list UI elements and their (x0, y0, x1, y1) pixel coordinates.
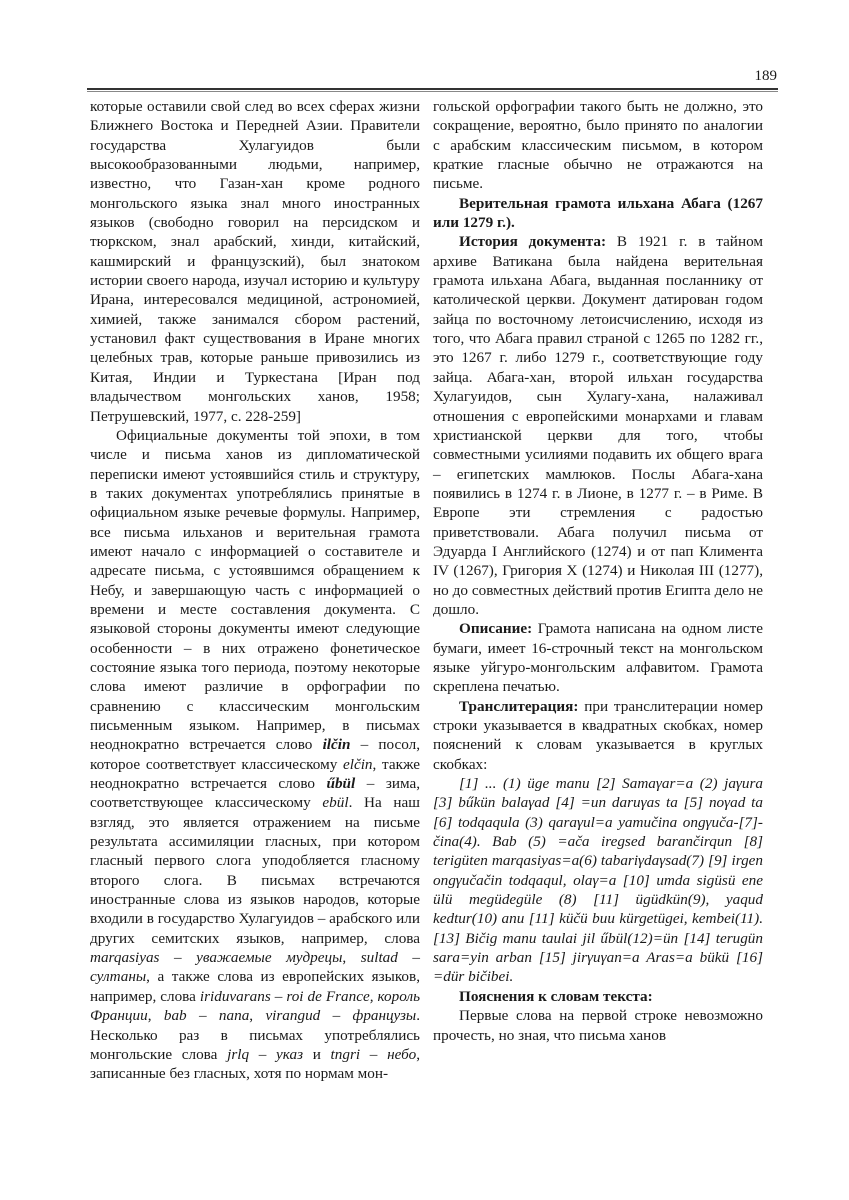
paragraph: которые оставили свой след во всех сферах жизни Ближнего Востока и Передней Азии. Правители государства Хулагуидов были высокообразованными людьми, например, известно, что Газан-хан кроме родного монгольского языка знал много иностранных языков (свободно говорил на персидском и тюркском, знал арабский, хинди, китайский, кашмирский и французский), был знатоком истории своего народа, изучал историю и культуру Ирана, интересовался медициной, астрономией, химией, также занимался сбором растений, установил факт существования в Иране многих целебных трав, которые раньше привозились из Китая, Индии и Туркестана [Иран под владычеством монгольских ханов, 1958; Петрушевский, 1977, с. 228-259] (90, 98, 420, 425)
text-run: , также неоднократно встречается слово (90, 755, 420, 793)
term: bab – папа (163, 1007, 250, 1025)
section-title: Верительная грамота ильхана Абага (1267 или 1279 г.). (433, 194, 763, 232)
paragraph-history (433, 232, 763, 619)
text-run: . На наш взгляд, это является отражением на письме результата ассимиляции гласных, при котором гласный первого слога уподобляется гласному второго слога. В письмах встречаются иностранные слова из языков народов, которые входили в государство Хулагуидов – арабского или других семитских языков, например, слова (90, 794, 420, 947)
paragraph: Первые слова на первой строке невозможно прочесть, но зная, что письма ханов (433, 1007, 763, 1044)
text-run: , (147, 1007, 164, 1025)
text-run: В 1921 г. в тайном архиве Ватикана была найдена верительная грамота ильхана Абага, выданная посланнику от католической церкви. Документ датирован годом зайца по восточному летоисчислению, исходя из того, что Абага правил страной с 1265 по 1282 гг., это 1267 г. либо 1279 г., соответствующие году зайца. Абага-хан, второй ильхан государства Хулагуидов, сын Хулагу-хана, налаживал отношения с европейскими монархами и главам христианской церкви для того, чтобы совместными усилиями подавить их общего врага – египетских мамлюков. Послы Абага-хана появились в 1274 г. в Лионе, в 1277 г. – в Риме. В Европе эти стремления с радостью приветствовали. Абага получил письма от Эдуарда I Английского (1274) и от пап Климента IV (1267), Григория X (1274) и Николая III (1277), но до совместных действий против Египта дело не дошло. (433, 233, 763, 618)
text-run: и (303, 1045, 331, 1063)
text-run: при транслитерации номер строки указывается в квадратных скобках, номер пояснений к словам указывается в круглых скобках: (433, 697, 763, 773)
paragraph-description (433, 619, 763, 696)
notes-title: Пояснения к словам текста: (459, 987, 653, 1005)
description-label: Описание: (459, 620, 533, 638)
history-label: История документа: (459, 233, 607, 251)
term: ilčin (322, 736, 351, 754)
term: tngri – небо (330, 1045, 417, 1063)
term: iriduvarans – roi de France, король Франции (90, 987, 420, 1025)
left-column (90, 97, 420, 1084)
paragraph (90, 426, 420, 1084)
header-rule (87, 88, 778, 90)
page-number: 189 (754, 68, 777, 84)
term: elčin (343, 755, 373, 773)
text-run: Официальные документы той эпохи, в том числе и письма ханов из дипломатической переписки имеют устоявшийся стиль и структуру, в таких документах употреблялись принятые в официальном языке речевые формулы. Например, все письма ильханов и верительная грамота имеют начало с информацией о составителе и адресате письма, с устоявшимся обращением к Небу, и завершающую часть с информацией о времени и месте составления документа. С языковой стороны документы имеют следующие особенности – в них отражено фонетическое состояние языка того периода, поэтому некоторые слова имеют различие в орфографии по сравнению с классическим монгольским письменным языком. Например, в письмах неоднократно встречается слово (90, 426, 420, 754)
paragraph-transliteration (433, 697, 763, 774)
term: ebül (322, 794, 349, 812)
term: virangud – французы (265, 1007, 417, 1025)
text-run: – посол, которое соответствует классическому (90, 736, 420, 773)
text-run: – зима, соответствующее классическому (90, 775, 421, 812)
text-run: , записанные без гласных, хотя по нормам мон- (90, 1045, 420, 1083)
term: marqasiyas – уважаемые мудрецы (90, 949, 343, 967)
text-run: , (342, 949, 361, 967)
term: jrlq – указ (227, 1045, 304, 1063)
transliteration-label: Транслитерация: (459, 697, 579, 715)
term: űbül (326, 775, 356, 793)
term: sultad – султаны (90, 949, 420, 986)
paragraph: гольской орфографии такого быть не должно, это сокращение, вероятно, было принято по аналогии с арабским классическим письмом, в котором краткие гласные обычно не отражаются на письме. (433, 98, 763, 193)
text-run: , а также слова из европейских языков, например, слова (90, 968, 420, 1005)
transliteration-text: [1] ... (1) üge manu [2] Samaγar=a (2) jaγura [3] bűkün balaγad [4] =un daruγas ta [5] noγad ta [6] todqaqula (3) qaraγul=a yamučina ongγuča-[7]-čina(4). Bab (5) =ača iregsed barančirqun [8] terigüten marqasiyas=a(6) tabariγdaγsad(7) [9] irgen ongγučačin todqaqul, olaγ=a [10] umda sigüsü ene ülü megüdegüle (8) [11] ügüdkün(9), yaqud kedtur(10) anu [11] küčü buu kürgetügei, kembei(11). [13] Bičig manu taulai jil űbül(12)=ün [14] terugün sara=yin arban [15] jirγuγan=a Aras=a bükü [16] =dür bičibei. (433, 775, 763, 986)
text-run: , (249, 1007, 266, 1025)
text-run: . Несколько раз в письмах употреблялись монгольские слова (90, 1007, 420, 1063)
right-column (433, 97, 763, 1045)
text-run: Грамота написана на одном листе бумаги, имеет 16-строчный текст на монгольском языке уйгуро-монгольским алфавитом. Грамота скреплена печатью. (433, 620, 763, 696)
